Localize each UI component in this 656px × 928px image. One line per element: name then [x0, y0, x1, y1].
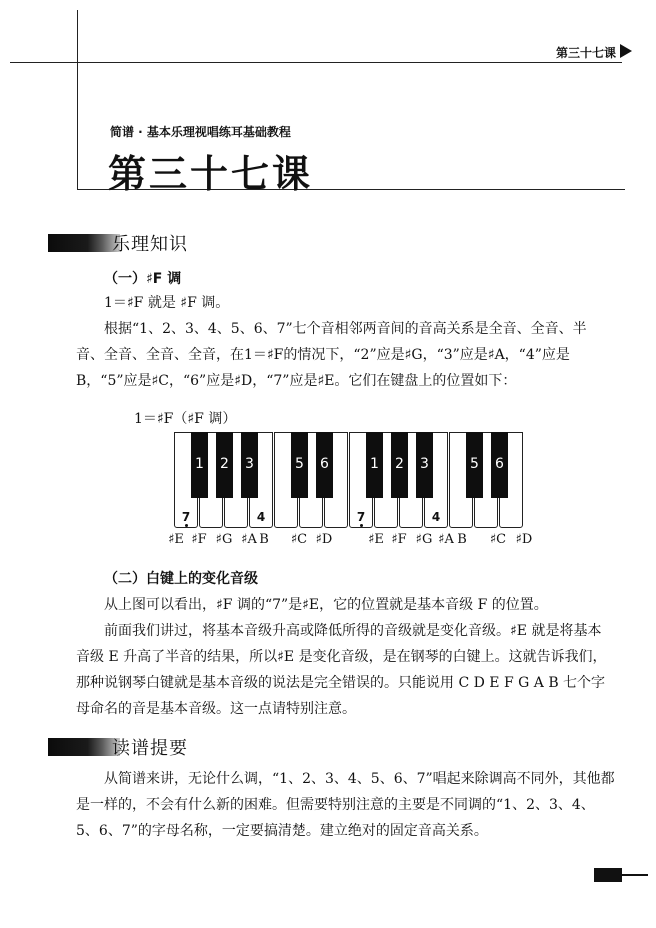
black-key-degree: 6 [320, 456, 329, 472]
note-name: ♯D [515, 532, 533, 547]
note-name: ♯G [415, 532, 433, 547]
white-key-degree-number: 7 [356, 510, 366, 524]
note-name: ♯F [191, 532, 207, 547]
white-key-degree [349, 510, 373, 527]
note-name: ♯E [168, 532, 184, 547]
margin-rule-vertical [77, 10, 78, 190]
section-bar-icon [48, 234, 120, 252]
black-key-degree: 2 [395, 456, 404, 472]
white-key-degree-number: 7 [181, 510, 191, 524]
white-key-degree [174, 510, 198, 527]
black-key-degree: 2 [220, 456, 229, 472]
section-title-reading: 读谱提要 [112, 738, 188, 759]
low-octave-dot-icon [360, 524, 363, 527]
keyboard-caption: 1＝♯F（♯F 调） [134, 411, 237, 427]
footer-line [622, 874, 648, 876]
header-rule [10, 62, 622, 63]
paragraph-reading-tips: 从简谱来讲，无论什么调，“1、2、3、4、5、6、7”唱起来除调高不同外，其他都是一样的，不会有什么新的困难。但需要特别注意的主要是不同调的“1、2、3、4、5、6、7”的字母名称，一定要搞清楚。建立绝对的固定音高关系。 [76, 771, 615, 839]
black-key-degree: 5 [295, 456, 304, 472]
note-name: B [457, 532, 467, 547]
paragraph-definition: 1＝♯F 就是 ♯F 调。 [104, 295, 230, 311]
white-key-degree-number: 4 [431, 510, 441, 524]
note-name: ♯A [241, 532, 257, 547]
paragraph-intervals: 根据“1、2、3、4、5、6、7”七个音相邻两音间的音高关系是全音、全音、半音、全音、全音、全音，在1＝♯F的情况下，“2”应是♯G，“3”应是♯A，“4”应是B，“5”应是♯C，“6”应是♯D，“7”应是♯E。它们在键盘上的位置如下： [76, 321, 587, 389]
running-header: 第三十七课 [555, 46, 616, 60]
black-key-degree: 3 [420, 456, 429, 472]
white-key-degree [424, 510, 448, 524]
black-key-degree: 3 [245, 456, 254, 472]
note-name: ♯C [489, 532, 507, 547]
black-key-degree: 5 [470, 456, 479, 472]
black-key-degree: 1 [195, 456, 204, 472]
triangle-arrow-icon [620, 44, 632, 58]
note-name: ♯A [438, 532, 454, 547]
paragraph-observation: 从上图可以看出，♯F 调的“7”是♯E，它的位置就是基本音级 F 的位置。 [104, 597, 548, 613]
note-name: B [259, 532, 269, 547]
note-name: ♯C [290, 532, 308, 547]
paragraph-explanation: 前面我们讲过，将基本音级升高或降低所得的音级就是变化音级。♯E 就是将基本音级 E 升高了半音的结果，所以♯E 是变化音级，是在钢琴的白键上。这就告诉我们，那种说钢琴白键就是基本音级的说法是完全错误的。只能说用 C D E F G A B 七个字母命名的音是基本音级。这一点请特别注意。 [76, 623, 607, 717]
book-title: 简谱 · 基本乐理视唱练耳基础教程 [110, 125, 291, 139]
white-key-degree [249, 510, 273, 524]
low-octave-dot-icon [185, 524, 188, 527]
note-name: ♯E [368, 532, 384, 547]
note-name: ♯G [215, 532, 233, 547]
section-title-theory: 乐理知识 [112, 234, 188, 255]
note-name: ♯F [391, 532, 407, 547]
subheading-f-sharp-key: （一）♯F 调 [104, 271, 182, 287]
footer-bar-icon [594, 868, 622, 882]
white-key-degree-number: 4 [256, 510, 266, 524]
note-name: ♯D [315, 532, 333, 547]
lesson-title: 第三十七课 [108, 152, 314, 196]
black-key-degree: 6 [495, 456, 504, 472]
section-bar-icon [48, 738, 120, 756]
black-key-degree: 1 [370, 456, 379, 472]
subheading-altered-white-keys: （二）白键上的变化音级 [104, 571, 258, 587]
piano-keyboard [174, 432, 526, 528]
